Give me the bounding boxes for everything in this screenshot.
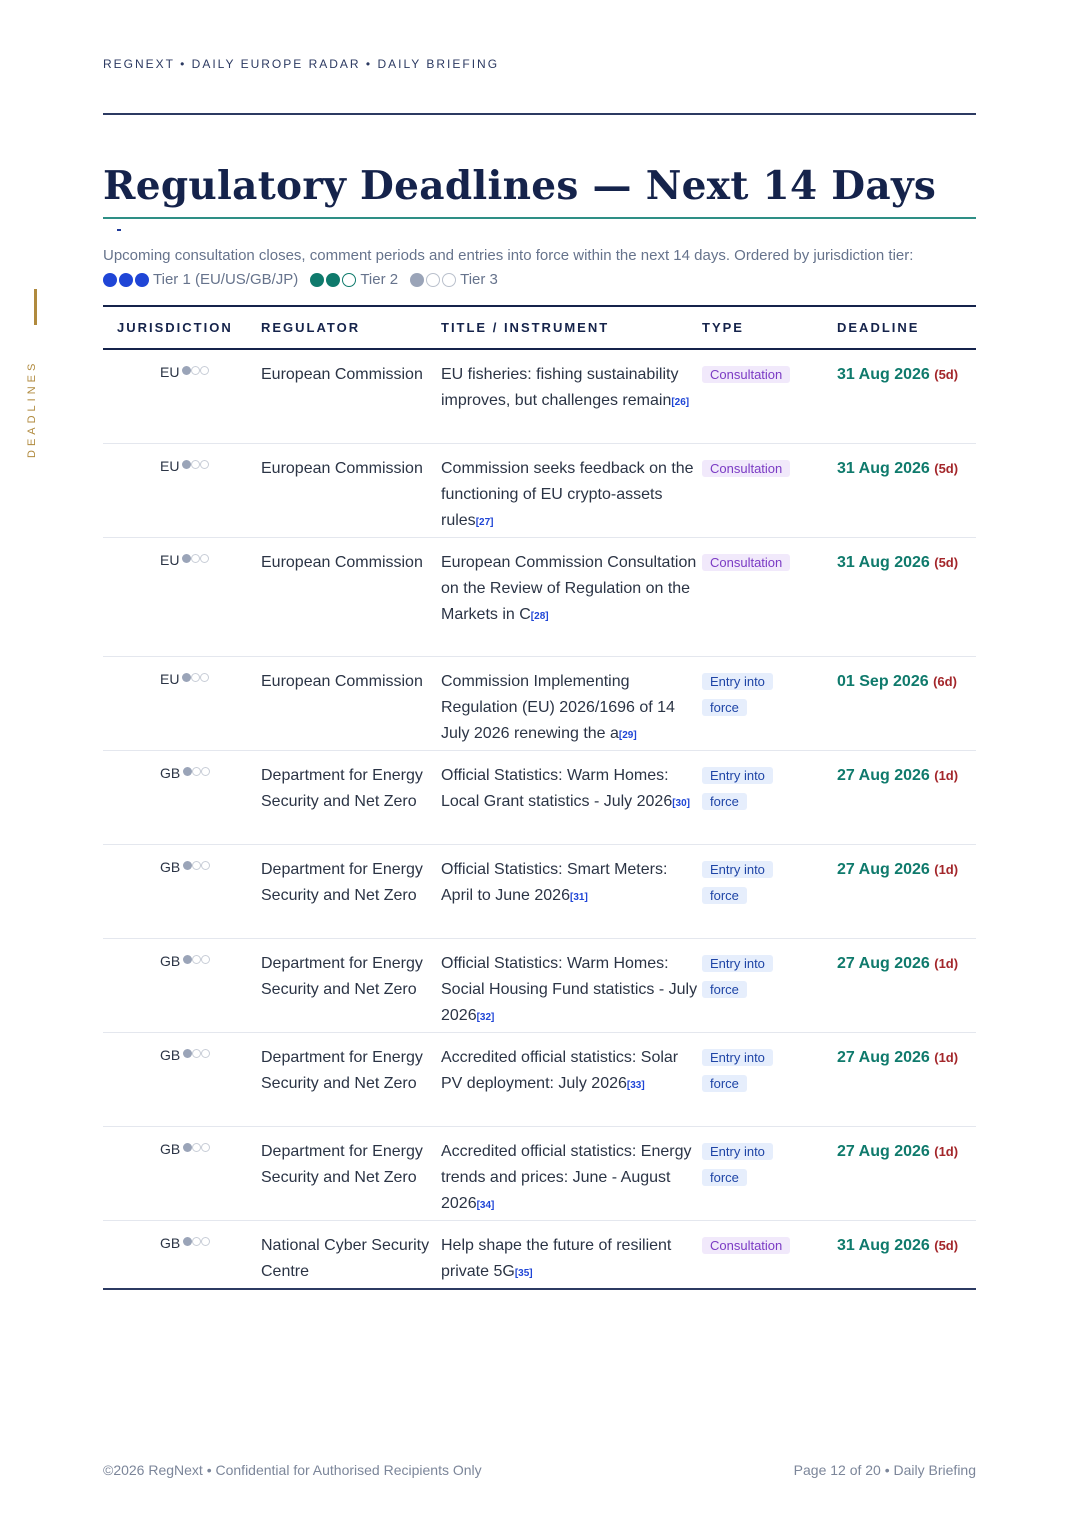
tier3-dots-icon [183,1237,210,1246]
tier1-label: Tier 1 (EU/US/GB/JP) [153,271,299,288]
citation-link[interactable]: [28] [530,611,549,622]
days-remaining: (5d) [934,367,959,382]
title-cell [441,1139,702,1220]
instrument-title: Commission Implementing Regulation (EU) 2026/1696 of 14 July 2026 renewing the a [441,673,675,742]
instrument-title: European Commission Consultation on the Review of Regulation on the Markets in C [441,554,697,623]
jurisdiction-cell [117,362,261,382]
title-cell [441,669,702,750]
tier1-dots-icon [103,273,149,287]
deadline-cell [837,456,976,537]
title-cell [441,763,702,844]
type-cell [702,1045,837,1126]
tier2-dots-icon [310,273,356,287]
table-row [103,538,976,657]
type-cell [702,456,837,537]
footer-right: Page 12 of 20 • Daily Briefing [793,1462,976,1478]
jurisdiction-code: GB [160,1047,181,1063]
deadline-cell [837,362,976,443]
title-cell [441,951,702,1032]
deadline-cell [837,1139,976,1220]
type-cell [702,669,837,750]
title-cell [441,1045,702,1126]
type-cell [702,857,837,938]
jurisdiction-cell [117,763,261,783]
tier3-dots-icon [183,861,210,870]
days-remaining: (1d) [934,862,959,877]
jurisdiction-code: EU [160,671,180,687]
table-row [103,1033,976,1127]
title-cell [441,857,702,938]
type-badge: Entry into force [702,955,773,998]
jurisdiction-code: GB [160,953,181,969]
type-cell [702,362,837,443]
tier3-dots-icon [183,767,210,776]
deadline-date: 01 Sep 2026 [837,673,929,690]
days-remaining: (5d) [934,461,959,476]
instrument-title: Official Statistics: Smart Meters: April to June 2026 [441,861,668,904]
citation-link[interactable]: [27] [475,517,494,528]
type-cell [702,763,837,844]
regulator-cell: European Commission [261,554,423,571]
type-badge: Consultation [702,554,790,571]
title-cell [441,550,702,656]
jurisdiction-cell [117,550,261,570]
type-badge: Consultation [702,366,790,383]
citation-link[interactable]: [29] [618,730,637,741]
deadline-cell [837,1045,976,1126]
header-deadline: DEADLINE [837,320,920,335]
deadline-date: 31 Aug 2026 [837,554,930,571]
page-title: Regulatory Deadlines — Next 14 Days [103,163,937,209]
type-badge: Entry into force [702,1143,773,1186]
table-body [103,350,976,1288]
title-cell [441,456,702,537]
deadline-date: 31 Aug 2026 [837,366,930,383]
deadlines-table [103,305,976,1290]
days-remaining: (6d) [933,674,957,689]
citation-link[interactable]: [34] [476,1200,495,1211]
jurisdiction-code: EU [160,458,180,474]
jurisdiction-cell [117,1139,261,1159]
citation-link[interactable]: [35] [514,1268,533,1279]
type-badge: Consultation [702,1237,790,1254]
jurisdiction-code: GB [160,765,181,781]
type-cell [702,550,837,656]
type-badge: Consultation [702,460,790,477]
jurisdiction-cell [117,669,261,689]
title-tick [117,229,121,231]
header-kicker: REGNEXT • DAILY EUROPE RADAR • DAILY BRIEFING [103,57,500,71]
tier3-dots-icon [410,273,456,287]
tier3-dots-icon [182,460,209,469]
tier3-label: Tier 3 [460,271,498,288]
deadline-cell [837,857,976,938]
type-cell [702,1139,837,1220]
type-badge: Entry into force [702,767,773,810]
footer-left: ©2026 RegNext • Confidential for Authorised Recipients Only [103,1462,482,1478]
type-badge: Entry into force [702,861,773,904]
regulator-cell: Department for Energy Security and Net Zero [261,767,423,810]
days-remaining: (5d) [934,555,959,570]
instrument-title: Official Statistics: Warm Homes: Local Grant statistics - July 2026 [441,767,673,810]
deadline-cell [837,1233,976,1288]
jurisdiction-cell [117,1233,261,1253]
tier3-dots-icon [183,1143,210,1152]
table-row [103,1221,976,1288]
type-badge: Entry into force [702,673,773,716]
regulator-cell: European Commission [261,366,423,383]
deadline-cell [837,550,976,656]
instrument-title: Accredited official statistics: Solar PV deployment: July 2026 [441,1049,679,1092]
title-cell [441,1233,702,1288]
table-row [103,845,976,939]
tier3-dots-icon [182,554,209,563]
table-row [103,350,976,444]
jurisdiction-code: EU [160,552,180,568]
regulator-cell: Department for Energy Security and Net Zero [261,861,423,904]
citation-link[interactable]: [31] [569,892,588,903]
instrument-title: Official Statistics: Warm Homes: Social Housing Fund statistics - July 2026 [441,955,698,1024]
header-regulator: REGULATOR [261,320,361,335]
type-cell [702,1233,837,1288]
instrument-title: EU fisheries: fishing sustainability improves, but challenges remain [441,366,679,409]
header-jurisdiction: JURISDICTION [117,320,233,335]
citation-link[interactable]: [26] [671,397,690,408]
days-remaining: (1d) [934,1144,959,1159]
tier3-dots-icon [183,1049,210,1058]
intro-text: Upcoming consultation closes, comment periods and entries into force within the next 14 days. Ordered by jurisdiction tier: [103,247,914,264]
deadline-date: 31 Aug 2026 [837,1237,930,1254]
jurisdiction-cell [117,456,261,476]
days-remaining: (1d) [934,1050,959,1065]
table-row [103,939,976,1033]
regulator-cell: European Commission [261,460,423,477]
deadline-date: 31 Aug 2026 [837,460,930,477]
side-section-label: DEADLINES [26,359,38,458]
type-badge: Entry into force [702,1049,773,1092]
regulator-cell: Department for Energy Security and Net Zero [261,1049,423,1092]
jurisdiction-code: GB [160,859,181,875]
tier-legend [103,268,983,292]
deadline-cell [837,669,976,750]
regulator-cell: European Commission [261,673,423,690]
tier3-dots-icon [183,955,210,964]
regulator-cell: Department for Energy Security and Net Zero [261,955,423,998]
tier2-label: Tier 2 [360,271,399,288]
days-remaining: (1d) [934,956,959,971]
citation-link[interactable]: [32] [476,1012,495,1023]
citation-link[interactable]: [33] [626,1080,645,1091]
days-remaining: (5d) [934,1238,959,1253]
table-row [103,444,976,538]
tier3-dots-icon [182,673,209,682]
intro [103,244,983,292]
header-rule [103,113,976,115]
side-accent-bar [34,289,37,325]
citation-link[interactable]: [30] [672,798,691,809]
deadline-cell [837,763,976,844]
type-cell [702,951,837,1032]
title-rule [103,217,976,219]
header-title: TITLE / INSTRUMENT [441,320,610,335]
deadline-date: 27 Aug 2026 [837,861,930,878]
instrument-title: Help shape the future of resilient private 5G [441,1237,672,1280]
title-cell [441,362,702,443]
regulator-cell: National Cyber Security Centre [261,1237,430,1280]
deadline-date: 27 Aug 2026 [837,1049,930,1066]
instrument-title: Commission seeks feedback on the functioning of EU crypto-assets rules [441,460,694,529]
jurisdiction-code: GB [160,1141,181,1157]
jurisdiction-cell [117,857,261,877]
instrument-title: Accredited official statistics: Energy trends and prices: June - August 2026 [441,1143,692,1212]
table-header [103,307,976,350]
deadline-date: 27 Aug 2026 [837,955,930,972]
header-type: TYPE [702,320,744,335]
deadline-cell [837,951,976,1032]
jurisdiction-cell [117,951,261,971]
deadline-date: 27 Aug 2026 [837,767,930,784]
days-remaining: (1d) [934,768,959,783]
regulator-cell: Department for Energy Security and Net Zero [261,1143,423,1186]
jurisdiction-code: EU [160,364,180,380]
table-row [103,751,976,845]
table-row [103,1127,976,1221]
deadline-date: 27 Aug 2026 [837,1143,930,1160]
jurisdiction-cell [117,1045,261,1065]
tier3-dots-icon [182,366,209,375]
jurisdiction-code: GB [160,1235,181,1251]
table-row [103,657,976,751]
